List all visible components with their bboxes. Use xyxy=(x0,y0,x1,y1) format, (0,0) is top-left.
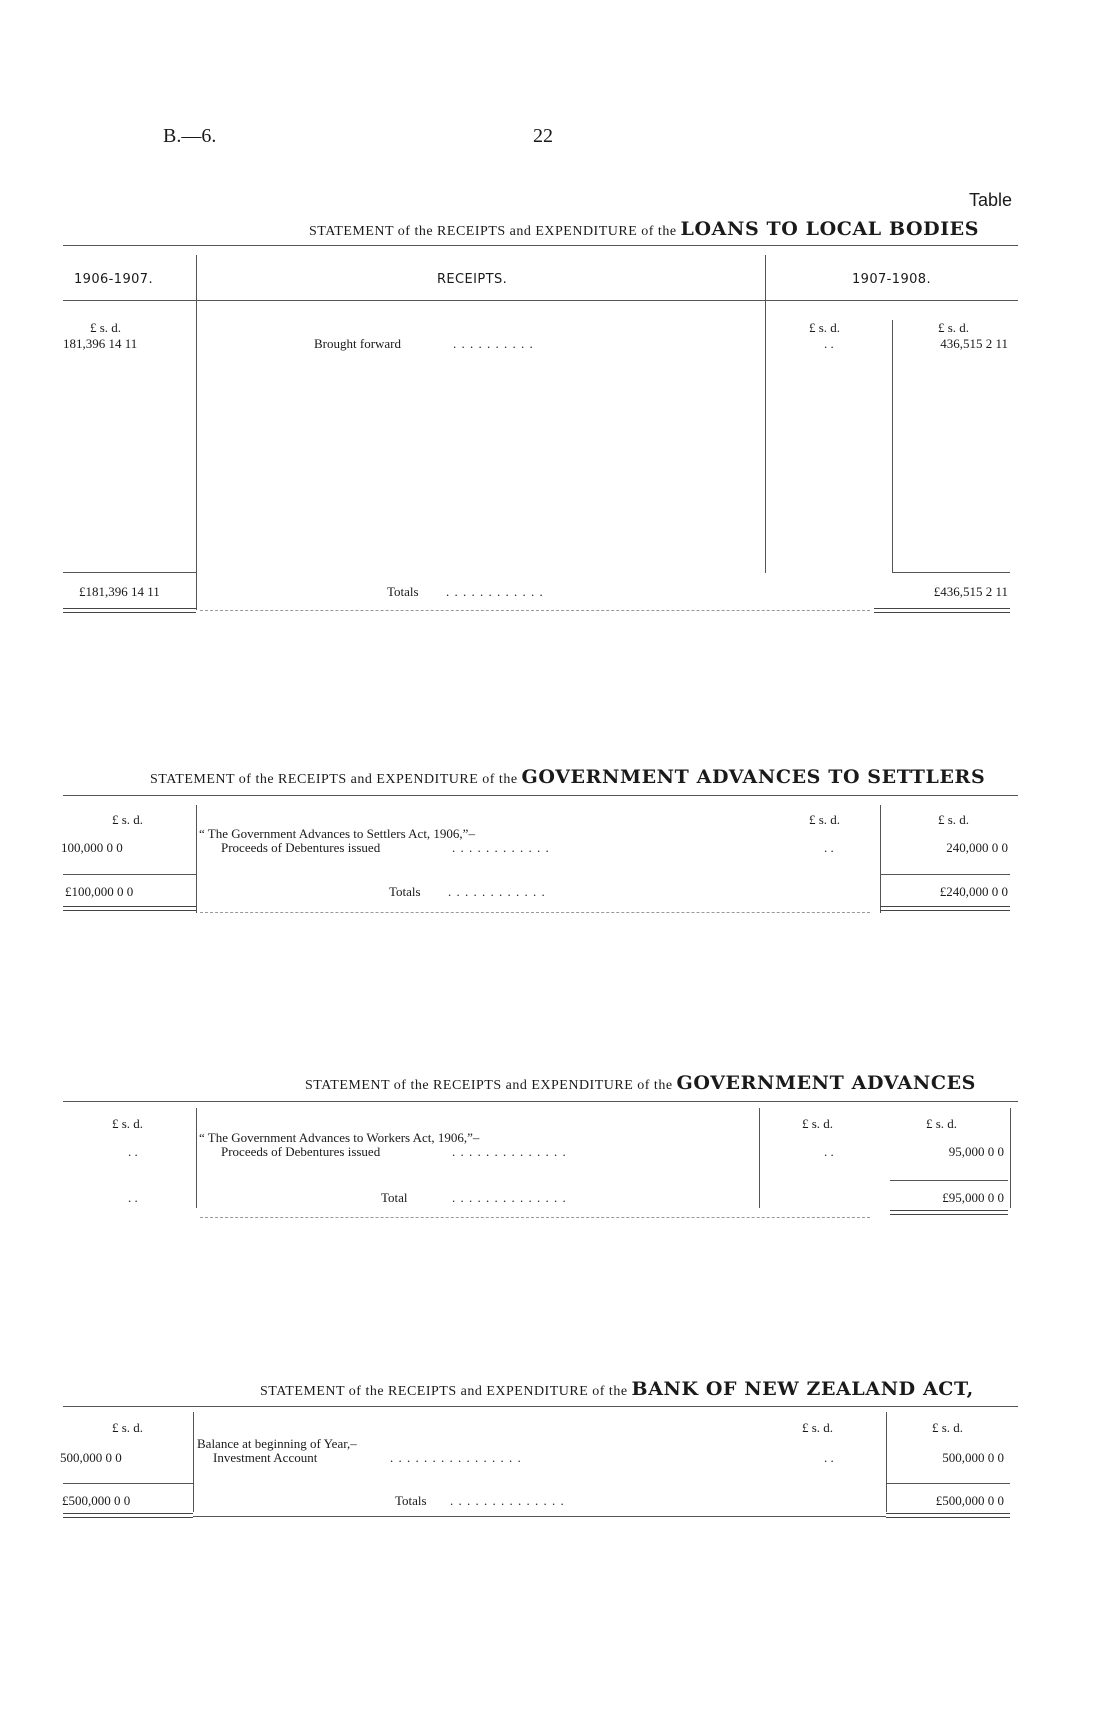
loans-mid-dots: . . xyxy=(824,336,834,351)
workers-col-divider-2 xyxy=(759,1108,760,1208)
settlers-curr-amount: 240,000 0 0 xyxy=(946,840,1008,855)
workers-total-label: Total xyxy=(381,1190,408,1205)
loans-curr-total-double-rule xyxy=(874,608,1010,613)
settlers-item-label: Proceeds of Debentures issued xyxy=(221,840,381,855)
workers-col-divider-4 xyxy=(1010,1108,1011,1208)
workers-currency-left: £ s. d. xyxy=(112,1116,144,1131)
loans-col-receipts: RECEIPTS. xyxy=(437,272,508,287)
settlers-title-bold: GOVERNMENT ADVANCES TO SETTLERS xyxy=(521,766,986,788)
loans-curr-subtotal-rule xyxy=(892,572,1010,573)
settlers-prev-amount: 100,000 0 0 xyxy=(61,840,123,855)
bnz-curr-total-double-rule xyxy=(886,1513,1010,1518)
settlers-curr-total-double-rule xyxy=(880,906,1010,911)
settlers-currency-mid: £ s. d. xyxy=(809,812,841,827)
loans-col-divider-1 xyxy=(196,255,197,610)
workers-bottom-rule xyxy=(200,1217,870,1218)
bnz-curr-amount: 500,000 0 0 xyxy=(942,1450,1004,1465)
loans-bottom-rule xyxy=(200,610,870,611)
loans-title xyxy=(309,218,979,240)
loans-col-divider-3 xyxy=(892,320,893,573)
bnz-top-rule xyxy=(63,1406,1018,1407)
workers-prev-total-dots: . . xyxy=(128,1190,138,1205)
bnz-total-label: Totals xyxy=(395,1493,427,1508)
bnz-prev-total-double-rule xyxy=(63,1513,193,1518)
workers-curr-amount: 95,000 0 0 xyxy=(948,1144,1004,1159)
loans-total-dots: . . . . . . . . . . . . xyxy=(446,584,544,599)
workers-item-dots: . . . . . . . . . . . . . . xyxy=(452,1144,567,1159)
bnz-title-bold: BANK OF NEW ZEALAND ACT, xyxy=(631,1378,974,1400)
loans-header-rule xyxy=(63,300,1018,301)
bnz-title xyxy=(260,1378,974,1400)
loans-title-bold: LOANS TO LOCAL BODIES xyxy=(680,218,980,240)
loans-col-prev-year: 1906-1907. xyxy=(74,272,153,287)
bnz-total-dots: . . . . . . . . . . . . . . xyxy=(450,1493,565,1508)
settlers-prev-subtotal-rule xyxy=(63,874,196,875)
bnz-item-label: Investment Account xyxy=(213,1450,318,1465)
workers-currency-mid: £ s. d. xyxy=(802,1116,834,1131)
loans-item-label: Brought forward xyxy=(314,336,402,351)
loans-currency-mid: £ s. d. xyxy=(809,320,841,335)
loans-prev-total-double-rule xyxy=(63,608,196,613)
bnz-bottom-rule xyxy=(193,1516,886,1517)
workers-currency-right: £ s. d. xyxy=(926,1116,958,1131)
loans-total-label: Totals xyxy=(387,584,419,599)
settlers-title xyxy=(150,766,985,788)
bnz-prev-total: £500,000 0 0 xyxy=(62,1493,131,1508)
loans-prev-amount: 181,396 14 11 xyxy=(63,336,138,351)
settlers-bottom-rule xyxy=(200,912,870,913)
bnz-curr-subtotal-rule xyxy=(886,1483,1010,1484)
settlers-item-dots: . . . . . . . . . . . . xyxy=(452,840,550,855)
loans-col-curr-year: 1907-1908. xyxy=(852,272,931,287)
settlers-top-rule xyxy=(63,795,1018,796)
settlers-title-prefix: STATEMENT of the RECEIPTS and EXPENDITURE of the xyxy=(150,772,518,787)
settlers-prev-total: £100,000 0 0 xyxy=(65,884,134,899)
bnz-item-heading: Balance at beginning of Year,– xyxy=(197,1436,357,1451)
workers-curr-total-double-rule xyxy=(890,1210,1008,1215)
workers-curr-total: £95,000 0 0 xyxy=(942,1190,1004,1205)
table-label: Table xyxy=(969,190,1013,210)
bnz-prev-amount: 500,000 0 0 xyxy=(60,1450,122,1465)
settlers-col-divider-1 xyxy=(196,805,197,913)
workers-title xyxy=(305,1072,976,1094)
bnz-mid-dots: . . xyxy=(824,1450,834,1465)
settlers-total-dots: . . . . . . . . . . . . xyxy=(448,884,546,899)
workers-title-prefix: STATEMENT of the RECEIPTS and EXPENDITURE of the xyxy=(305,1078,673,1093)
workers-col-divider-1 xyxy=(196,1108,197,1208)
loans-top-rule xyxy=(63,245,1018,246)
workers-title-bold: GOVERNMENT ADVANCES xyxy=(676,1072,976,1094)
workers-item-label: Proceeds of Debentures issued xyxy=(221,1144,381,1159)
loans-currency-left: £ s. d. xyxy=(90,320,122,335)
bnz-currency-left: £ s. d. xyxy=(112,1420,144,1435)
bnz-title-prefix: STATEMENT of the RECEIPTS and EXPENDITURE of the xyxy=(260,1384,628,1399)
bnz-prev-subtotal-rule xyxy=(63,1483,193,1484)
bnz-curr-total: £500,000 0 0 xyxy=(935,1493,1004,1508)
bnz-col-divider-1 xyxy=(193,1412,194,1512)
settlers-total-label: Totals xyxy=(389,884,421,899)
loans-curr-amount: 436,515 2 11 xyxy=(940,336,1008,351)
bnz-item-dots: . . . . . . . . . . . . . . . . xyxy=(390,1450,522,1465)
loans-col-divider-2 xyxy=(765,255,766,573)
bnz-currency-mid: £ s. d. xyxy=(802,1420,834,1435)
settlers-prev-total-double-rule xyxy=(63,906,196,911)
page-number: 22 xyxy=(533,125,553,147)
page-reference: B.—6. xyxy=(163,125,217,147)
loans-prev-total: £181,396 14 11 xyxy=(79,584,160,599)
settlers-act-line: “ The Government Advances to Settlers Act, 1906,”– xyxy=(199,826,475,841)
loans-item-dots: . . . . . . . . . . xyxy=(453,336,534,351)
settlers-mid-dots: . . xyxy=(824,840,834,855)
workers-act-line: “ The Government Advances to Workers Act, 1906,”– xyxy=(199,1130,480,1145)
loans-curr-total: £436,515 2 11 xyxy=(933,584,1008,599)
settlers-currency-left: £ s. d. xyxy=(112,812,144,827)
loans-currency-right: £ s. d. xyxy=(938,320,970,335)
workers-prev-dots: . . xyxy=(128,1144,138,1159)
workers-total-dots: . . . . . . . . . . . . . . xyxy=(452,1190,567,1205)
bnz-currency-right: £ s. d. xyxy=(932,1420,964,1435)
loans-prev-subtotal-rule xyxy=(63,572,196,573)
settlers-curr-total: £240,000 0 0 xyxy=(939,884,1008,899)
workers-mid-dots: . . xyxy=(824,1144,834,1159)
loans-title-prefix: STATEMENT of the RECEIPTS and EXPENDITURE of the xyxy=(309,224,677,239)
settlers-currency-right: £ s. d. xyxy=(938,812,970,827)
workers-top-rule xyxy=(63,1101,1018,1102)
workers-curr-subtotal-rule xyxy=(890,1180,1008,1181)
settlers-curr-subtotal-rule xyxy=(880,874,1010,875)
